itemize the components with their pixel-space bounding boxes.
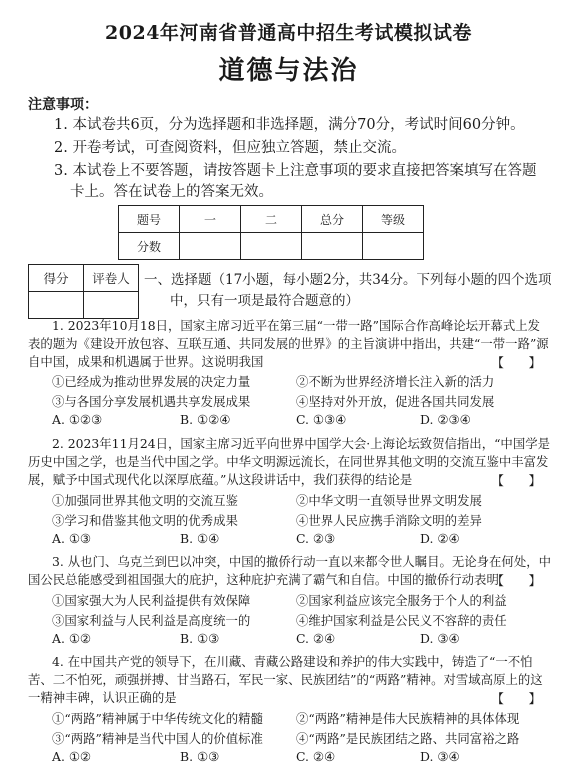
answer-1-d: D. ②③④ (420, 412, 471, 427)
option-4-2: ②“两路”精神是伟大民族精神的具体体现 (296, 711, 520, 726)
grader-label: 评卷人 (84, 265, 139, 292)
option-1-3: ③与各国分享发展机遇共享发展成果 (52, 394, 251, 409)
score-header-cell: 一 (180, 206, 241, 233)
section-title-line2: 中，只有一项是最符合题意的） (170, 293, 359, 309)
answer-1-a: A. ①②③ (52, 412, 103, 427)
option-3-2: ②国家利益应该完全服务于个人的利益 (296, 593, 507, 608)
option-2-3: ③学习和借鉴其他文明的优秀成果 (52, 513, 238, 528)
option-3-4: ④维护国家利益是公民义不容辞的责任 (296, 613, 507, 628)
question-3-stem: 3. 从也门、乌克兰到巴以冲突，中国的撤侨行动一直以来都令世人瞩目。无论身在何处，中国公民总能感受到祖国强大的庇护，这种庇护充满了霸气和自信。中国的撤侨行动表明 (28, 554, 551, 587)
score-header-cell: 题号 (119, 206, 180, 233)
score-cell (302, 233, 363, 260)
answer-1-b: B. ①②④ (180, 412, 231, 427)
score-header-cell: 总分 (302, 206, 363, 233)
option-2-4: ④世界人民应携手消除文明的差异 (296, 513, 482, 528)
question-4-bracket: 【 】 (491, 691, 541, 706)
answer-4-d: D. ③④ (420, 749, 460, 764)
option-3-1: ①国家强大为人民利益提供有效保障 (52, 593, 251, 608)
section-title-line1: 一、选择题（17小题，每小题2分，共34分。下列每小题的四个选项 (144, 272, 552, 288)
answer-2-a: A. ①③ (52, 531, 92, 546)
question-3-bracket: 【 】 (491, 573, 541, 588)
option-1-4: ④坚持对外开放，促进各国共同发展 (296, 394, 495, 409)
answer-2-b: B. ①④ (180, 531, 220, 546)
notice-item-3-cont: 卡上。答在试卷上的答案无效。 (70, 184, 273, 200)
score-cell (363, 233, 424, 260)
subject-title: 道德与法治 (218, 56, 359, 86)
score-header-cell: 等级 (363, 206, 424, 233)
score-label: 得分 (29, 265, 84, 292)
answer-3-b: B. ①③ (180, 631, 220, 646)
answer-1-c: C. ①③④ (296, 412, 347, 427)
question-4-stem: 4. 在中国共产党的领导下，在川藏、青藏公路建设和养护的伟大实践中，铸造了“一不怕苦、二不怕死，顽强拼搏、甘当路石，军民一家、民族团结”的“两路”精神。对雪域高原上的这一精神丰碑，认识正确的是 (28, 654, 543, 705)
option-2-2: ②中华文明一直领导世界文明发展 (296, 493, 482, 508)
score-cell (180, 233, 241, 260)
score-cell (241, 233, 302, 260)
question-2-stem: 2. 2023年11月24日，国家主席习近平向世界中国学大会·上海论坛致贺信指出，“中国学是历史中国之学，也是当代中国之学。中华文明源远流长，在同世界其他文明的交流互鉴中丰富发展，赋予中国式现代化以深厚底蕴。”从这段讲话中，我们获得的结论是 (28, 436, 550, 487)
answer-2-d: D. ②④ (420, 531, 460, 546)
answer-3-d: D. ③④ (420, 631, 460, 646)
score-row-label: 分数 (119, 233, 180, 260)
question-1-stem: 1. 2023年10月18日，国家主席习近平在第三届“一带一路”国际合作高峰论坛开幕式上发表的题为《建设开放包容、互联互通、共同发展的世界》的主旨演讲中指出，共建“一带一路”源自中国，成果和机遇属于世界。这说明我国 (28, 318, 549, 369)
answer-4-c: C. ②④ (296, 749, 336, 764)
notice-item-3: 3. 本试卷上不要答题，请按答题卡上注意事项的要求直接把答案填写在答题 (54, 163, 537, 179)
question-1-bracket: 【 】 (491, 355, 541, 370)
option-4-4: ④“两路”是民族团结之路、共同富裕之路 (296, 731, 520, 746)
answer-4-b: B. ①③ (180, 749, 220, 764)
notice-heading: 注意事项： (28, 97, 98, 113)
score-table (118, 205, 424, 260)
answer-3-a: A. ①② (52, 631, 92, 646)
grader-table (28, 264, 139, 319)
option-2-1: ①加强同世界其他文明的交流互鉴 (52, 493, 238, 508)
exam-title: 2024年河南省普通高中招生考试模拟试卷 (105, 22, 472, 44)
score-blank (29, 292, 84, 319)
section-title (144, 270, 564, 312)
option-4-1: ①“两路”精神属于中华传统文化的精髓 (52, 711, 263, 726)
option-1-2: ②不断为世界经济增长注入新的活力 (296, 374, 495, 389)
answer-3-c: C. ②④ (296, 631, 336, 646)
notice-item-2: 2. 开卷考试，可查阅资料，但应独立答题，禁止交流。 (54, 140, 406, 156)
answer-2-c: C. ②③ (296, 531, 336, 546)
option-4-3: ③“两路”精神是当代中国人的价值标准 (52, 731, 263, 746)
answer-4-a: A. ①② (52, 749, 92, 764)
question-2-bracket: 【 】 (491, 473, 541, 488)
option-1-1: ①已经成为推动世界发展的决定力量 (52, 374, 251, 389)
score-header-cell: 二 (241, 206, 302, 233)
option-3-3: ③国家利益与人民利益是高度统一的 (52, 613, 251, 628)
notice-item-1: 1. 本试卷共6页，分为选择题和非选择题，满分70分，考试时间60分钟。 (54, 117, 525, 133)
grader-blank (84, 292, 139, 319)
